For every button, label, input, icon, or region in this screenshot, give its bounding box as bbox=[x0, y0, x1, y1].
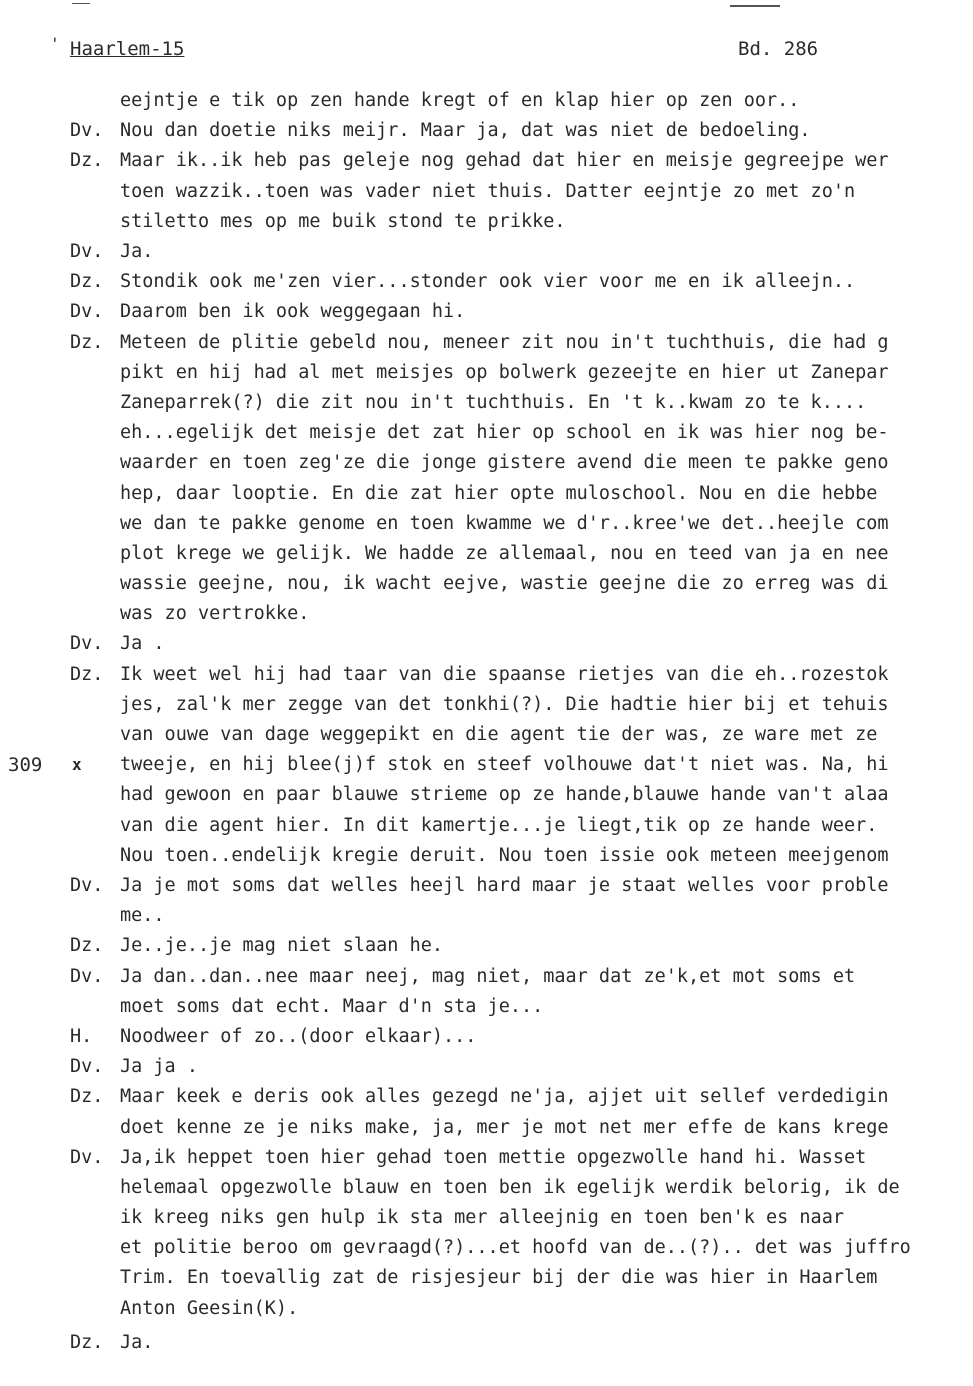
text-line: plot krege we gelijk. We hadde ze allemaal, nou en teed van ja en nee bbox=[120, 542, 889, 564]
transcript-entry bbox=[0, 237, 973, 267]
utterance-text bbox=[120, 116, 973, 146]
text-line: pikt en hij had al met meisjes op bolwerk gezeejte en hier ut Zanepar bbox=[120, 361, 889, 383]
text-line: Trim. En toevallig zat de risjesjeur bij der die was hier in Haarlem bbox=[120, 1267, 878, 1289]
speaker-label: H. bbox=[70, 1025, 93, 1047]
text-line: Stondik ook me'zen vier...stonder ook vier voor me en ik alleejn.. bbox=[120, 271, 856, 293]
text-line: Nou toen..endelijk kregie deruit. Nou toen issie ook meteen meejgenom bbox=[120, 844, 889, 866]
margin-mark: x bbox=[72, 755, 82, 775]
text-line: toen wazzik..toen was vader niet thuis. Datter eejntje zo met zo'n bbox=[120, 180, 856, 202]
transcript-entry bbox=[0, 116, 973, 146]
text-line: Zaneparrek(?) die zit nou in't tuchthuis. En 't k..kwam zo te k.... bbox=[120, 391, 867, 413]
speaker-label: Dv. bbox=[70, 965, 104, 987]
speaker-label: Dz. bbox=[70, 271, 104, 293]
transcript-entry bbox=[0, 267, 973, 297]
text-line: doet kenne ze je niks make, ja, mer je mot net mer effe de kans krege bbox=[120, 1116, 889, 1138]
utterance-text bbox=[120, 267, 973, 297]
text-line: Anton Geesin(K). bbox=[120, 1297, 299, 1319]
text-line: Ja. bbox=[120, 1331, 154, 1353]
transcript-entry bbox=[0, 629, 973, 659]
text-line: eejntje e tik op zen hande kregt of en klap hier op zen oor.. bbox=[120, 90, 800, 111]
text-line: Daarom ben ik ook weggegaan hi. bbox=[120, 301, 466, 323]
speaker-label: Dv. bbox=[70, 120, 104, 142]
utterance-text bbox=[120, 660, 973, 871]
text-line: had gewoon en paar blauwe strieme op ze hande,blauwe hande van't alaa bbox=[120, 784, 889, 806]
text-line: Ja dan..dan..nee maar neej, mag niet, maar dat ze'k,et mot soms et bbox=[120, 965, 856, 987]
transcript-entry bbox=[0, 1082, 973, 1142]
text-line: helemaal opgezwolle blauw en toen ben ik egelijk werdik belorig, ik de bbox=[120, 1176, 900, 1198]
text-line: ik kreeg niks gen hulp ik sta mer alleejnig en toen ben'k es naar bbox=[120, 1207, 844, 1229]
utterance-text bbox=[120, 1052, 973, 1082]
text-line: Ja,ik heppet toen hier gehad toen mettie opgezwolle hand hi. Wasset bbox=[120, 1146, 867, 1168]
transcript-entry bbox=[0, 1328, 973, 1358]
speaker-label: Dz. bbox=[70, 331, 104, 353]
transcript-entry bbox=[0, 86, 973, 116]
text-line: was zo vertrokke. bbox=[120, 603, 310, 625]
transcript-entry bbox=[0, 146, 973, 237]
utterance-text bbox=[120, 1022, 973, 1052]
top-left-dash bbox=[72, 3, 90, 4]
text-line: tweeje, en hij blee(j)f stok en steef volhouwe dat't niet was. Na, hi bbox=[120, 754, 889, 776]
utterance-text bbox=[120, 931, 973, 961]
utterance-text bbox=[120, 146, 973, 237]
text-line: Maar ik..ik heb pas geleje nog gehad dat hier en meisje gegreejpe wer bbox=[120, 150, 889, 172]
speaker-label: Dz. bbox=[70, 150, 104, 172]
transcript-entry bbox=[0, 931, 973, 961]
text-line: Ja . bbox=[120, 633, 165, 655]
speaker-label: Dz. bbox=[70, 1086, 104, 1108]
transcript-entry bbox=[0, 328, 973, 630]
transcript-entry bbox=[0, 962, 973, 1022]
text-line: Nou dan doetie niks meijr. Maar ja, dat was niet de bedoeling. bbox=[120, 120, 811, 142]
speaker-label: Dz. bbox=[70, 1331, 104, 1353]
text-line: Meteen de plitie gebeld nou, meneer zit nou in't tuchthuis, die had g bbox=[120, 331, 889, 353]
speaker-label: Dz. bbox=[70, 935, 104, 957]
speaker-label: Dv. bbox=[70, 874, 104, 896]
transcript-entry bbox=[0, 660, 973, 871]
utterance-text bbox=[120, 962, 973, 1022]
text-line: stiletto mes op me buik stond te prikke. bbox=[120, 210, 566, 232]
speaker-label: Dv. bbox=[70, 301, 104, 323]
utterance-text bbox=[120, 1082, 973, 1142]
speaker-label: Dv. bbox=[70, 1146, 104, 1168]
margin-page-number: 309 bbox=[8, 754, 43, 777]
utterance-text bbox=[120, 1143, 973, 1324]
header-tick-mark: ' bbox=[50, 34, 60, 53]
text-line: Ja. bbox=[120, 240, 154, 262]
transcript-entry bbox=[0, 871, 973, 931]
page-header bbox=[0, 34, 973, 68]
header-left-title: Haarlem-15 bbox=[70, 38, 185, 60]
utterance-text bbox=[120, 629, 973, 659]
text-line: Ja ja . bbox=[120, 1056, 198, 1078]
utterance-text bbox=[120, 1328, 973, 1358]
text-line: van ouwe van dage weggepikt en die agent tie der was, ze ware met ze bbox=[120, 724, 878, 746]
text-line: Ja je mot soms dat welles heejl hard maar je staat welles voor proble bbox=[120, 874, 889, 896]
transcript-entry bbox=[0, 1052, 973, 1082]
text-line: me.. bbox=[120, 905, 165, 927]
transcript-body bbox=[0, 86, 973, 1358]
transcript-entry bbox=[0, 1022, 973, 1052]
text-line: et politie beroo om gevraagd(?)...et hoofd van de..(?).. det was juffro bbox=[120, 1237, 911, 1259]
transcript-entry bbox=[0, 1143, 973, 1324]
text-line: moet soms dat echt. Maar d'n sta je... bbox=[120, 995, 544, 1017]
transcript-entry bbox=[0, 297, 973, 327]
speaker-label: Dv. bbox=[70, 240, 104, 262]
utterance-text bbox=[120, 871, 973, 931]
text-line: Maar keek e deris ook alles gezegd ne'ja, ajjet uit sellef verdedigin bbox=[120, 1086, 889, 1108]
text-line: Je..je..je mag niet slaan he. bbox=[120, 935, 444, 957]
text-line: Noodweer of zo..(door elkaar)... bbox=[120, 1025, 477, 1047]
utterance-text bbox=[120, 86, 973, 116]
top-right-mark bbox=[730, 5, 780, 7]
text-line: waarder en toen zeg'ze die jonge gistere avend die meen te pakke geno bbox=[120, 452, 889, 474]
speaker-label: Dv. bbox=[70, 633, 104, 655]
text-line: jes, zal'k mer zegge van det tonkhi(?). Die hadtie hier bij et tehuis bbox=[120, 693, 889, 715]
header-page-number: Bd. 286 bbox=[738, 38, 819, 60]
utterance-text bbox=[120, 328, 973, 630]
text-line: we dan te pakke genome en toen kwamme we d'r..kree'we det..heejle com bbox=[120, 512, 889, 534]
text-line: van die agent hier. In dit kamertje...je liegt,tik op ze hande weer. bbox=[120, 814, 878, 836]
speaker-label bbox=[0, 86, 120, 116]
text-line: wassie geejne, nou, ik wacht eejve, wastie geejne die zo erreg was di bbox=[120, 573, 889, 595]
text-line: eh...egelijk det meisje det zat hier op school en ik was hier nog be- bbox=[120, 422, 889, 444]
utterance-text bbox=[120, 297, 973, 327]
speaker-label: Dv. bbox=[70, 1056, 104, 1078]
utterance-text bbox=[120, 237, 973, 267]
text-line: hep, daar looptie. En die zat hier opte muloschool. Nou en die hebbe bbox=[120, 482, 878, 504]
text-line: Ik weet wel hij had taar van die spaanse rietjes van die eh..rozestok bbox=[120, 663, 889, 685]
speaker-label: Dz. bbox=[70, 663, 104, 685]
